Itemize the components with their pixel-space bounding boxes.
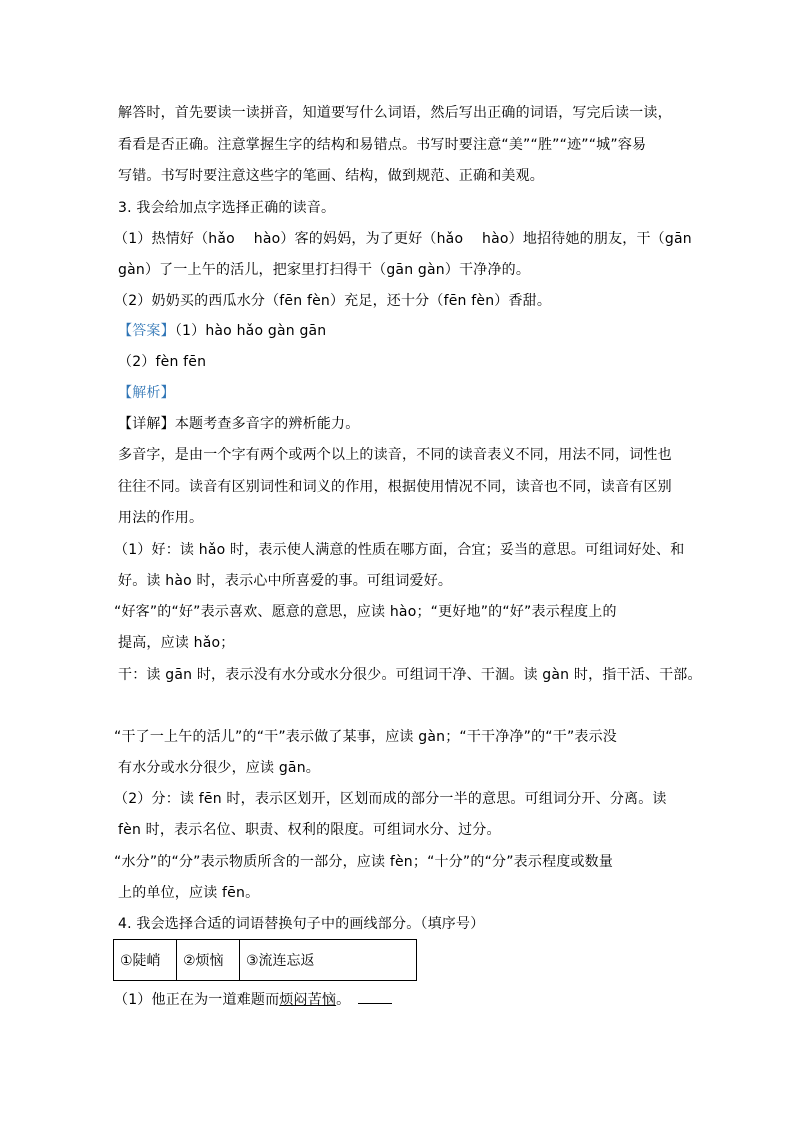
explanation-line: 有水分或水分很少，应读 gān。 bbox=[118, 760, 320, 776]
explanation-line: 往往不同。读音有区别词性和词义的作用，根据使用情况不同，读音也不同，读音有区别 bbox=[118, 479, 672, 495]
explanation-line: “水分”的“分”表示物质所含的一部分，应读 fèn；“十分”的“分”表示程度或数量 bbox=[114, 854, 614, 870]
answer-2: （2）fèn fēn bbox=[118, 354, 207, 370]
answer-label: 【答案】 bbox=[118, 323, 175, 339]
explanation-line: 提高，应读 hǎo； bbox=[118, 635, 235, 651]
question-3-title: 3. 我会给加点字选择正确的读音。 bbox=[118, 200, 336, 216]
explanation-line: 干：读 gān 时，表示没有水分或水分很少。可组词干净、干涸。读 gàn 时，指干活、干部。 bbox=[118, 667, 702, 683]
explanation-line: 上的单位，应读 fēn。 bbox=[118, 885, 260, 901]
question-4-sentence-1 bbox=[114, 989, 392, 1009]
analysis-label: 【解析】 bbox=[118, 385, 175, 401]
explanation-line: （2）分：读 fēn 时，表示区划开，区划而成的部分一半的意思。可组词分开、分离。读 bbox=[114, 791, 667, 807]
explanation-line: fèn 时，表示名位、职责、权利的限度。可组词水分、过分。 bbox=[118, 822, 501, 838]
intro-line-1: 解答时，首先要读一读拼音，知道要写什么词语，然后写出正确的词语，写完后读一读， bbox=[118, 105, 672, 121]
answer-row-1 bbox=[118, 322, 326, 340]
sentence-suffix: 。 bbox=[336, 992, 351, 1008]
question-3-line-2: gàn）了一上午的活儿，把家里打扫得干（gān gàn）干净净的。 bbox=[118, 262, 531, 278]
intro-line-2: 看看是否正确。注意掌握生字的结构和易错点。书写时要注意“美”“胜”“迹”“城”容易 bbox=[118, 137, 647, 153]
detail-label: 【详解】 bbox=[118, 416, 175, 432]
sentence-prefix: （1）他正在为一道难题而 bbox=[114, 992, 280, 1008]
explanation-line: “好客”的“好”表示喜欢、愿意的意思，应读 hào；“更好地”的“好”表示程度上的 bbox=[114, 604, 617, 620]
intro-line-3: 写错。书写时要注意这些字的笔画、结构，做到规范、正确和美观。 bbox=[118, 168, 544, 184]
explanation-line: 用法的作用。 bbox=[118, 510, 204, 526]
answer-1: （1）hào hǎo gàn gān bbox=[174, 323, 327, 339]
explanation-line: 多音字，是由一个字有两个或两个以上的读音，不同的读音表义不同，用法不同，词性也 bbox=[118, 447, 672, 463]
word-options-table bbox=[113, 939, 417, 981]
answer-blank[interactable] bbox=[358, 989, 392, 1004]
detail-row bbox=[118, 415, 359, 433]
question-3-line-1: （1）热情好（hǎo hào）客的妈妈，为了更好（hǎo hào）地招待她的朋友，干（gān bbox=[114, 231, 692, 247]
option-2: ②烦恼 bbox=[177, 940, 240, 981]
option-1: ①陡峭 bbox=[114, 940, 177, 981]
question-3-line-3: （2）奶奶买的西瓜水分（fēn fèn）充足，还十分（fēn fèn）香甜。 bbox=[114, 293, 552, 309]
detail-text: 本题考查多音字的辨析能力。 bbox=[174, 416, 360, 432]
explanation-line: “干了一上午的活儿”的“干”表示做了某事，应读 gàn；“干干净净”的“干”表示没 bbox=[114, 729, 618, 745]
underlined-phrase: 烦闷苦恼 bbox=[279, 992, 337, 1008]
explanation-line: 好。读 hào 时，表示心中所喜爱的事。可组词爱好。 bbox=[118, 573, 453, 589]
question-4-title: 4. 我会选择合适的词语替换句子中的画线部分。（填序号） bbox=[118, 916, 485, 932]
option-3: ③流连忘返 bbox=[240, 940, 417, 981]
explanation-line: （1）好：读 hǎo 时，表示使人满意的性质在哪方面，合宜；妥当的意思。可组词好处、和 bbox=[114, 542, 685, 558]
